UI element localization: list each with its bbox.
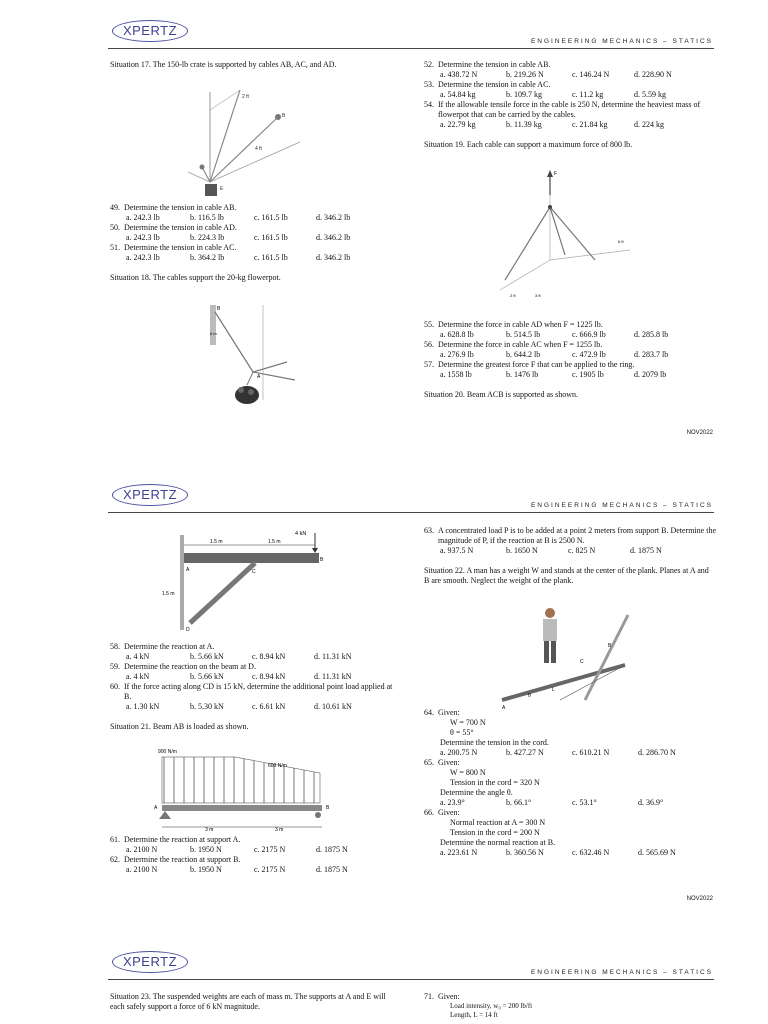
header-title: ENGINEERING MECHANICS – STATICS — [530, 969, 713, 976]
svg-text:B: B — [326, 805, 330, 811]
given-66-tension: Tension in the cord = 200 N — [450, 828, 540, 837]
svg-text:6 ft: 6 ft — [618, 239, 624, 244]
header-title: ENGINEERING MECHANICS – STATICS — [530, 38, 713, 45]
choices-66: a. 223.61 N b. 360.56 N c. 632.46 N d. 565.69 N — [440, 848, 676, 857]
given-71-length: Length, L = 14 ft — [450, 1010, 498, 1019]
question-52: 52. Determine the tension in cable AB. — [424, 60, 551, 69]
choices-50: a. 242.3 lb b. 224.3 lb c. 161.5 lb d. 346.2 lb — [126, 233, 351, 242]
situation-17: Situation 17. The 150-lb crate is supported by cables AB, AC, and AD. — [110, 60, 337, 69]
page-2 — [0, 470, 768, 950]
load-label: 4 kN — [295, 531, 307, 537]
svg-text:θ: θ — [528, 693, 531, 699]
question-51: 51. Determine the tension in cable AC. — [110, 243, 237, 252]
svg-text:B: B — [608, 643, 612, 649]
question-71-block — [424, 992, 716, 1020]
choices-65: a. 23.9° b. 66.1° c. 53.1° d. 36.9° — [440, 798, 664, 807]
question-49: 49. Determine the tension in cable AB. — [110, 203, 237, 212]
question-59: 59. Determine the reaction on the beam at D. — [110, 662, 256, 671]
header-rule — [108, 512, 714, 513]
figure-plank-man — [500, 605, 640, 710]
question-58: 58. Determine the reaction at A. — [110, 642, 215, 651]
svg-text:4 ft: 4 ft — [255, 146, 262, 152]
question-61: 61. Determine the reaction at support A. — [110, 835, 241, 844]
svg-text:3 ft: 3 ft — [535, 293, 541, 298]
question-64: 64. Given: — [424, 708, 460, 717]
questions-61-62 — [110, 835, 400, 875]
situation-20: Situation 20. Beam ACB is supported as shown. — [424, 390, 578, 399]
questions-58-60 — [110, 642, 400, 736]
choices-63: a. 937.5 N b. 1650 N c. 825 N d. 1875 N — [440, 546, 662, 555]
figure-distributed-load — [150, 745, 335, 840]
choices-53: a. 54.84 kg b. 109.7 kg c. 11.2 kg d. 5.59 kg — [440, 90, 666, 99]
question-66: 66. Given: — [424, 808, 460, 817]
given-64-angle: θ = 55° — [450, 728, 474, 737]
svg-text:B: B — [282, 113, 286, 119]
svg-text:B: B — [320, 557, 324, 563]
question-62: 62. Determine the reaction at support B. — [110, 855, 241, 864]
brand-logo: XPERTZ — [112, 20, 188, 42]
svg-text:2 ft: 2 ft — [242, 94, 249, 100]
footer-date: NOV2022 — [686, 430, 713, 436]
svg-text:3 m: 3 m — [275, 827, 284, 833]
question-60: 60. If the force acting along CD is 15 kN, determine the additional point load applied at B. — [110, 682, 393, 701]
svg-text:F: F — [554, 171, 558, 177]
choices-49: a. 242.3 lb b. 116.5 lb c. 161.5 lb d. 346.2 lb — [126, 213, 351, 222]
svg-text:A: A — [154, 805, 158, 811]
question-50: 50. Determine the tension in cable AD. — [110, 223, 237, 232]
question-63: 63. A concentrated load P is to be added at a point 2 meters from support B. Determine the magnitude of P, if the reaction at B is 2500 N. — [424, 526, 716, 545]
footer-date: NOV2022 — [686, 896, 713, 902]
svg-text:2 ft: 2 ft — [510, 293, 516, 298]
svg-text:A: A — [257, 374, 261, 380]
header-rule — [108, 48, 714, 49]
situation-19: Situation 19. Each cable can support a maximum force of 800 lb. — [424, 140, 633, 149]
svg-text:1.5 m: 1.5 m — [268, 539, 281, 545]
given-66-normal: Normal reaction at A = 300 N — [450, 818, 546, 827]
question-71: 71. Given: — [424, 992, 460, 1001]
ask-64: Determine the tension in the cord. — [440, 738, 549, 747]
brand-logo: XPERTZ — [112, 951, 188, 973]
question-65: 65. Given: — [424, 758, 460, 767]
right-column — [424, 60, 716, 154]
svg-text:600 N/m: 600 N/m — [268, 763, 287, 769]
question-56: 56. Determine the force in cable AC when F = 1255 lb. — [424, 340, 603, 349]
question-53: 53. Determine the tension in cable AC. — [424, 80, 551, 89]
choices-55: a. 628.8 lb b. 514.5 lb c. 666.9 lb d. 285.8 lb — [440, 330, 669, 339]
question-55: 55. Determine the force in cable AD when F = 1225 lb. — [424, 320, 603, 329]
svg-text:6 m: 6 m — [210, 331, 217, 336]
header-rule — [108, 979, 714, 980]
svg-text:1.5 m: 1.5 m — [210, 539, 223, 545]
figure-beam-acb — [160, 525, 330, 635]
ask-66: Determine the normal reaction at B. — [440, 838, 556, 847]
situation-22: Situation 22. A man has a weight W and stands at the center of the plank. Planes at A and B are smooth. Neglect the weight of the plank. — [424, 566, 709, 585]
page-1 — [0, 0, 768, 470]
choices-52: a. 438.72 N b. 219.26 N c. 146.24 N d. 228.90 N — [440, 70, 672, 79]
choices-59: a. 4 kN b. 5.66 kN c. 8.94 kN d. 11.31 kN — [126, 672, 352, 681]
page-3 — [0, 945, 768, 1024]
svg-text:A: A — [502, 705, 506, 710]
situation-21: Situation 21. Beam AB is loaded as shown. — [110, 722, 249, 731]
svg-text:D: D — [186, 627, 190, 633]
situation-23: Situation 23. The suspended weights are each of mass m. The supports at A and E will each safely support a force of 6 kN magnitude. — [110, 992, 386, 1011]
question-54: 54. If the allowable tensile force in the cable is 250 N, determine the heaviest mass of flowerpot that can be carried by the cables. — [424, 100, 701, 119]
header-title: ENGINEERING MECHANICS – STATICS — [530, 502, 713, 509]
svg-text:3 m: 3 m — [205, 827, 214, 833]
choices-60: a. 1.30 kN b. 5.30 kN c. 6.61 kN d. 10.61 kN — [126, 702, 352, 711]
question-57: 57. Determine the greatest force F that can be applied to the ring. — [424, 360, 635, 369]
questions-55-57 — [424, 320, 716, 404]
given-65-weight: W = 800 N — [450, 768, 486, 777]
figure-crate-cables — [180, 72, 310, 200]
given-71-load: Load intensity, w₀ = 200 lb/ft — [450, 1002, 533, 1010]
svg-text:E: E — [220, 186, 224, 192]
questions-64-66 — [424, 708, 716, 858]
svg-text:1.5 m: 1.5 m — [162, 591, 175, 597]
given-65-tension: Tension in the cord = 320 N — [450, 778, 540, 787]
situation-18: Situation 18. The cables support the 20-kg flowerpot. — [110, 273, 281, 282]
ask-65: Determine the angle θ. — [440, 788, 513, 797]
choices-61: a. 2100 N b. 1950 N c. 2175 N d. 1875 N — [126, 845, 348, 854]
given-64-weight: W = 700 N — [450, 718, 486, 727]
choices-62: a. 2100 N b. 1950 N c. 2175 N d. 1875 N — [126, 865, 348, 874]
svg-text:L: L — [552, 687, 555, 693]
choices-64: a. 200.75 N b. 427.27 N c. 610.21 N d. 286.70 N — [440, 748, 676, 757]
brand-logo: XPERTZ — [112, 484, 188, 506]
svg-text:C: C — [580, 659, 584, 665]
svg-text:C: C — [252, 569, 256, 575]
choices-51: a. 242.3 lb b. 364.2 lb c. 161.5 lb d. 346.2 lb — [126, 253, 351, 262]
choices-57: a. 1558 lb b. 1476 lb c. 1905 lb d. 2079 lb — [440, 370, 667, 379]
situation-23-block — [110, 992, 400, 1016]
svg-text:900 N/m: 900 N/m — [158, 749, 177, 755]
questions-49-51 — [110, 203, 400, 287]
choices-58: a. 4 kN b. 5.66 kN c. 8.94 kN d. 11.31 kN — [126, 652, 352, 661]
svg-text:A: A — [186, 567, 190, 573]
svg-text:B: B — [217, 306, 221, 312]
figure-flowerpot — [205, 300, 315, 408]
choices-54: a. 22.79 kg b. 11.39 kg c. 21.84 kg d. 224 kg — [440, 120, 664, 129]
question-63-block — [424, 526, 716, 590]
figure-ring-cables — [490, 165, 640, 305]
choices-56: a. 276.9 lb b. 644.2 lb c. 472.9 lb d. 283.7 lb — [440, 350, 669, 359]
